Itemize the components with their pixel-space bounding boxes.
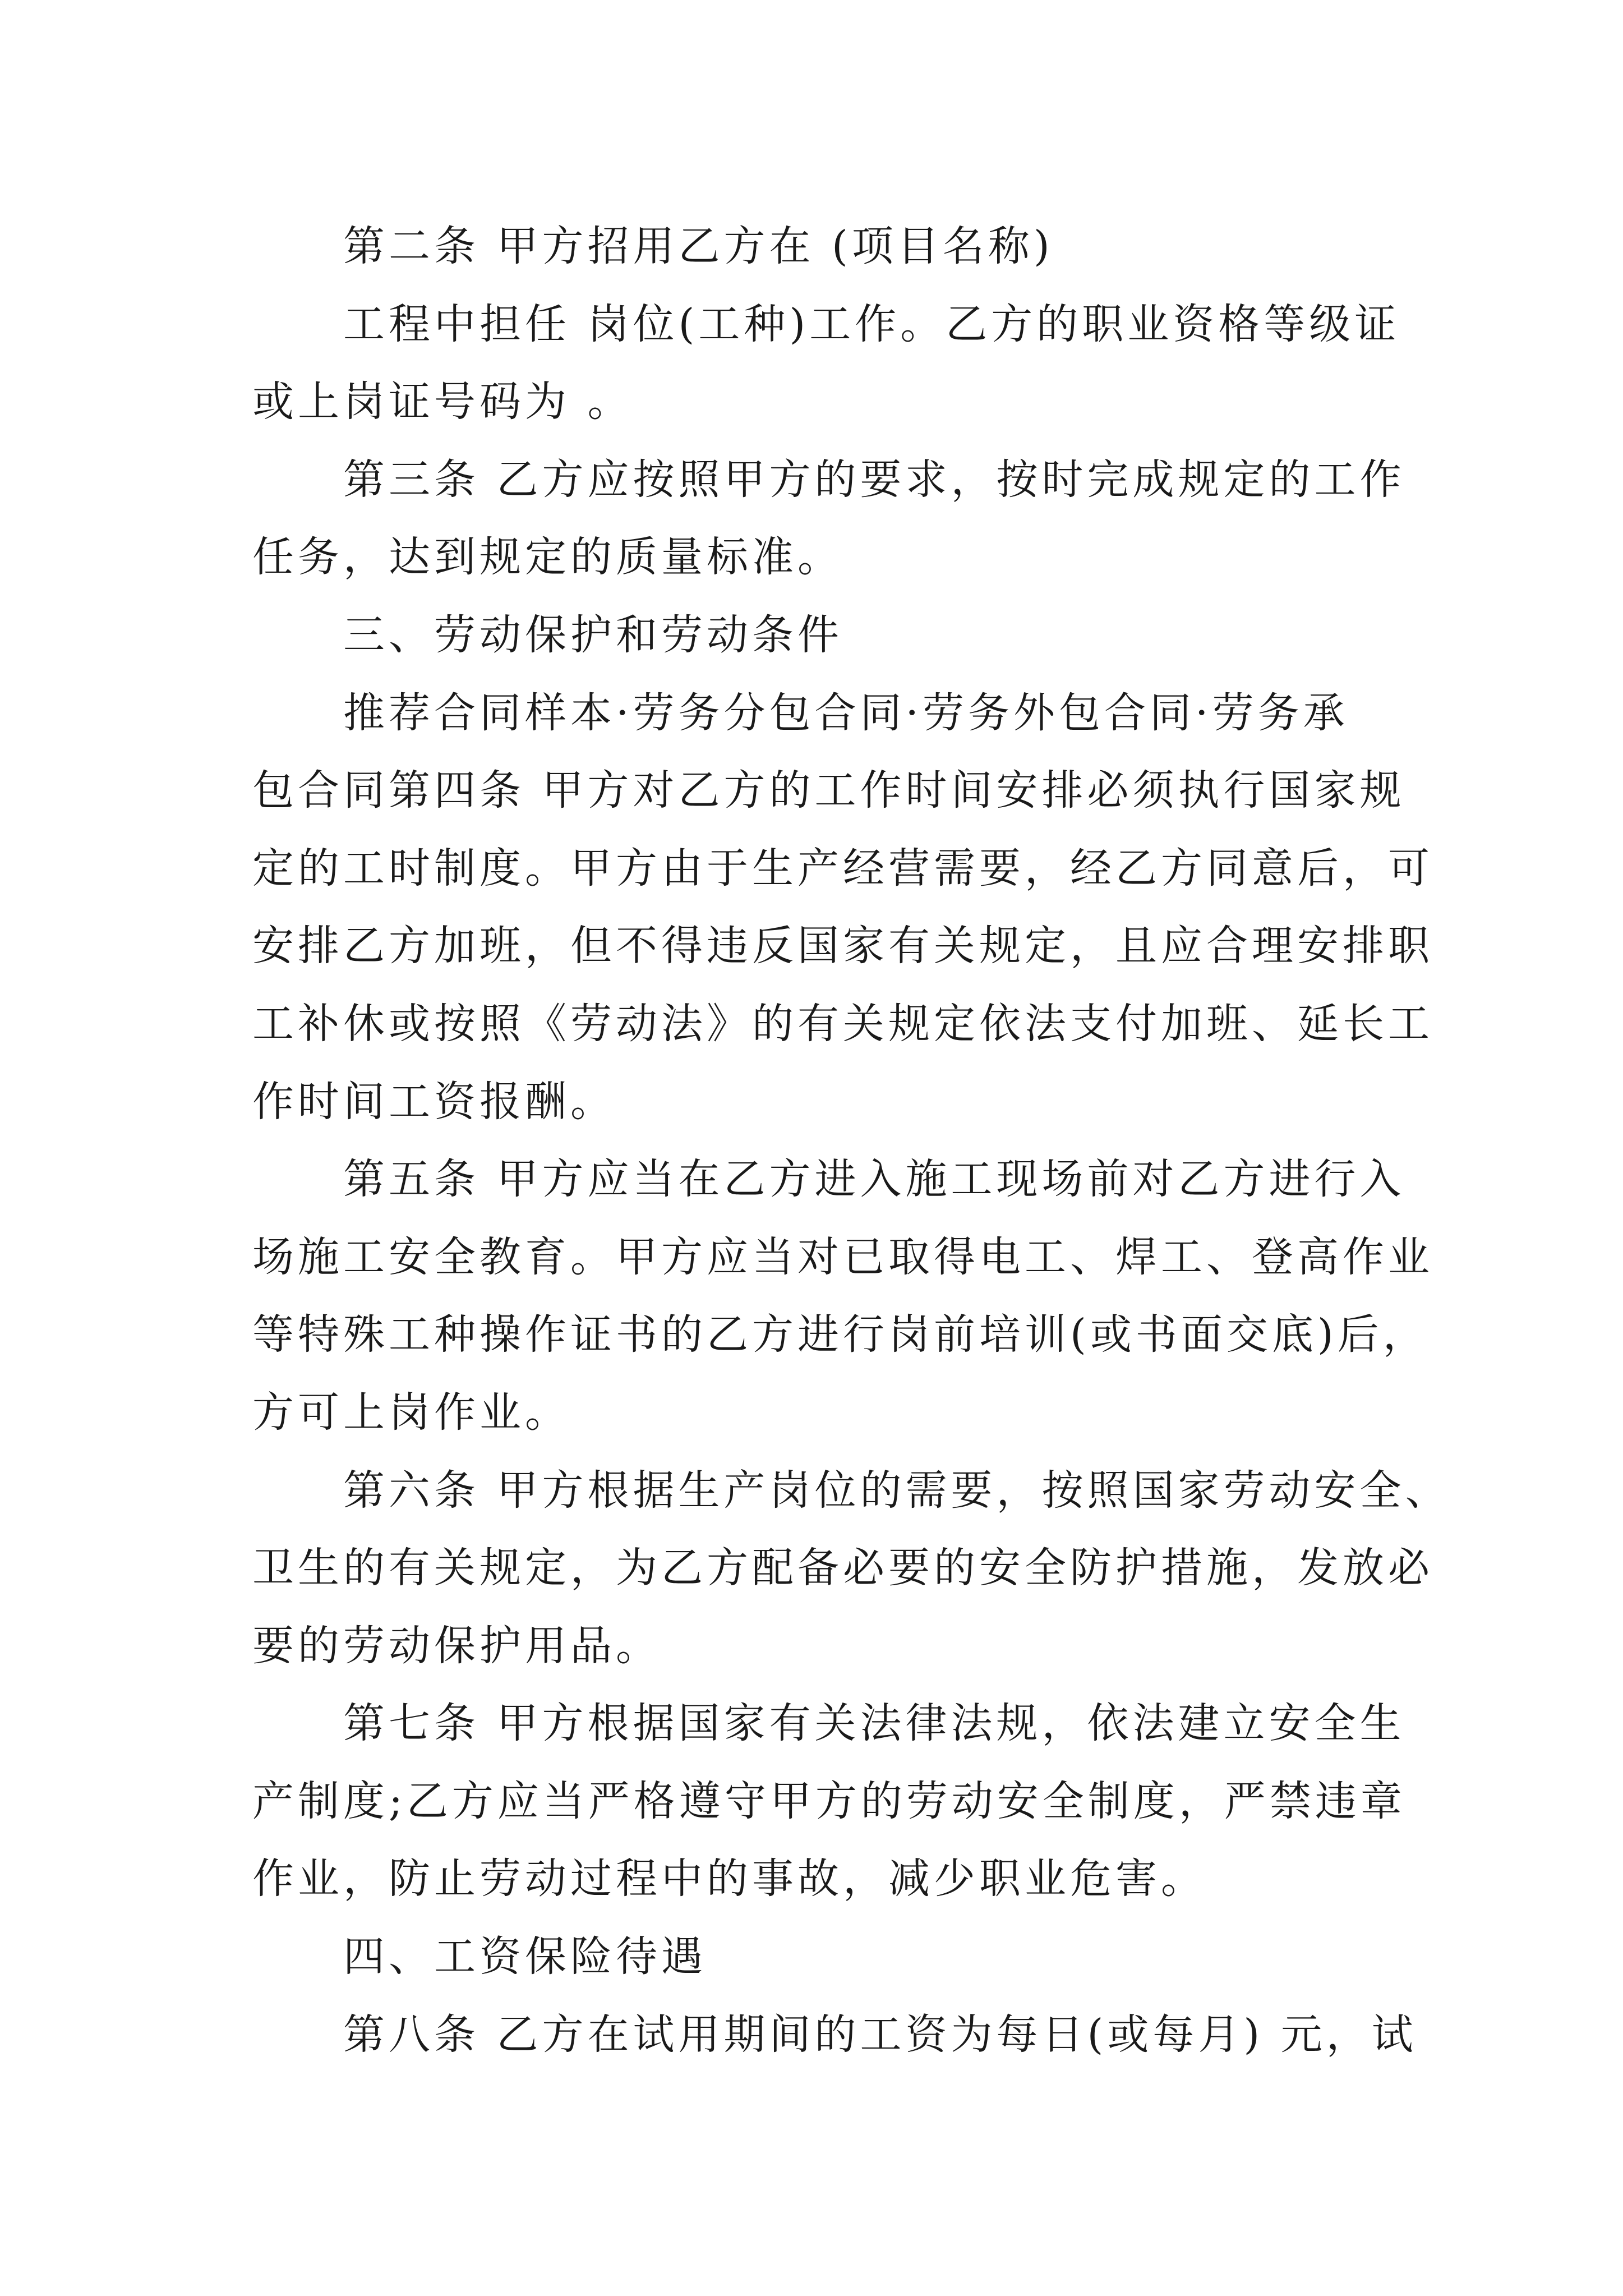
text-line: 产制度;乙方应当严格遵守甲方的劳动安全制度，严禁违章 xyxy=(252,1777,1406,1825)
text-line: 第八条 乙方在试用期间的工资为每日(或每月) 元，试 xyxy=(343,2010,1417,2059)
text-line: 或上岗证号码为 。 xyxy=(252,378,633,426)
text-line: 第六条 甲方根据生产岗位的需要，按照国家劳动安全、 xyxy=(343,1466,1451,1515)
section-heading: 四、工资保险待遇 xyxy=(343,1932,707,1981)
text-line: 第五条 甲方应当在乙方进入施工现场前对乙方进行入 xyxy=(343,1155,1405,1204)
text-line: 定的工时制度。甲方由于生产经营需要，经乙方同意后，可 xyxy=(252,844,1433,892)
text-line: 等特殊工种操作证书的乙方进行岗前培训(或书面交底)后， xyxy=(252,1310,1428,1359)
document-body xyxy=(252,208,1451,2073)
text-line: 第七条 甲方根据国家有关法律法规，依法建立安全生 xyxy=(343,1699,1405,1748)
text-line: 方可上岗作业。 xyxy=(252,1388,570,1437)
text-line: 推荐合同样本·劳务分包合同·劳务外包合同·劳务承 xyxy=(343,688,1349,737)
section-heading: 三、劳动保护和劳动条件 xyxy=(343,610,843,659)
text-line: 包合同第四条 甲方对乙方的工作时间安排必须执行国家规 xyxy=(252,766,1405,815)
text-line: 工程中担任 岗位(工种)工作。乙方的职业资格等级证 xyxy=(343,300,1400,348)
text-line: 第三条 乙方应按照甲方的要求，按时完成规定的工作 xyxy=(343,455,1405,504)
text-line: 第二条 甲方招用乙方在 (项目名称) xyxy=(343,222,1054,270)
text-line: 要的劳动保护用品。 xyxy=(252,1621,661,1670)
text-line: 卫生的有关规定，为乙方配备必要的安全防护措施，发放必 xyxy=(252,1544,1433,1593)
text-line: 场施工安全教育。甲方应当对已取得电工、焊工、登高作业 xyxy=(252,1232,1433,1281)
text-line: 任务，达到规定的质量标准。 xyxy=(252,533,843,582)
text-line: 工补休或按照《劳动法》的有关规定依法支付加班、延长工 xyxy=(252,999,1433,1048)
text-line: 作时间工资报酬。 xyxy=(252,1077,616,1126)
text-line: 作业，防止劳动过程中的事故，减少职业危害。 xyxy=(252,1855,1206,1903)
text-line: 安排乙方加班，但不得违反国家有关规定，且应合理安排职 xyxy=(252,922,1433,970)
